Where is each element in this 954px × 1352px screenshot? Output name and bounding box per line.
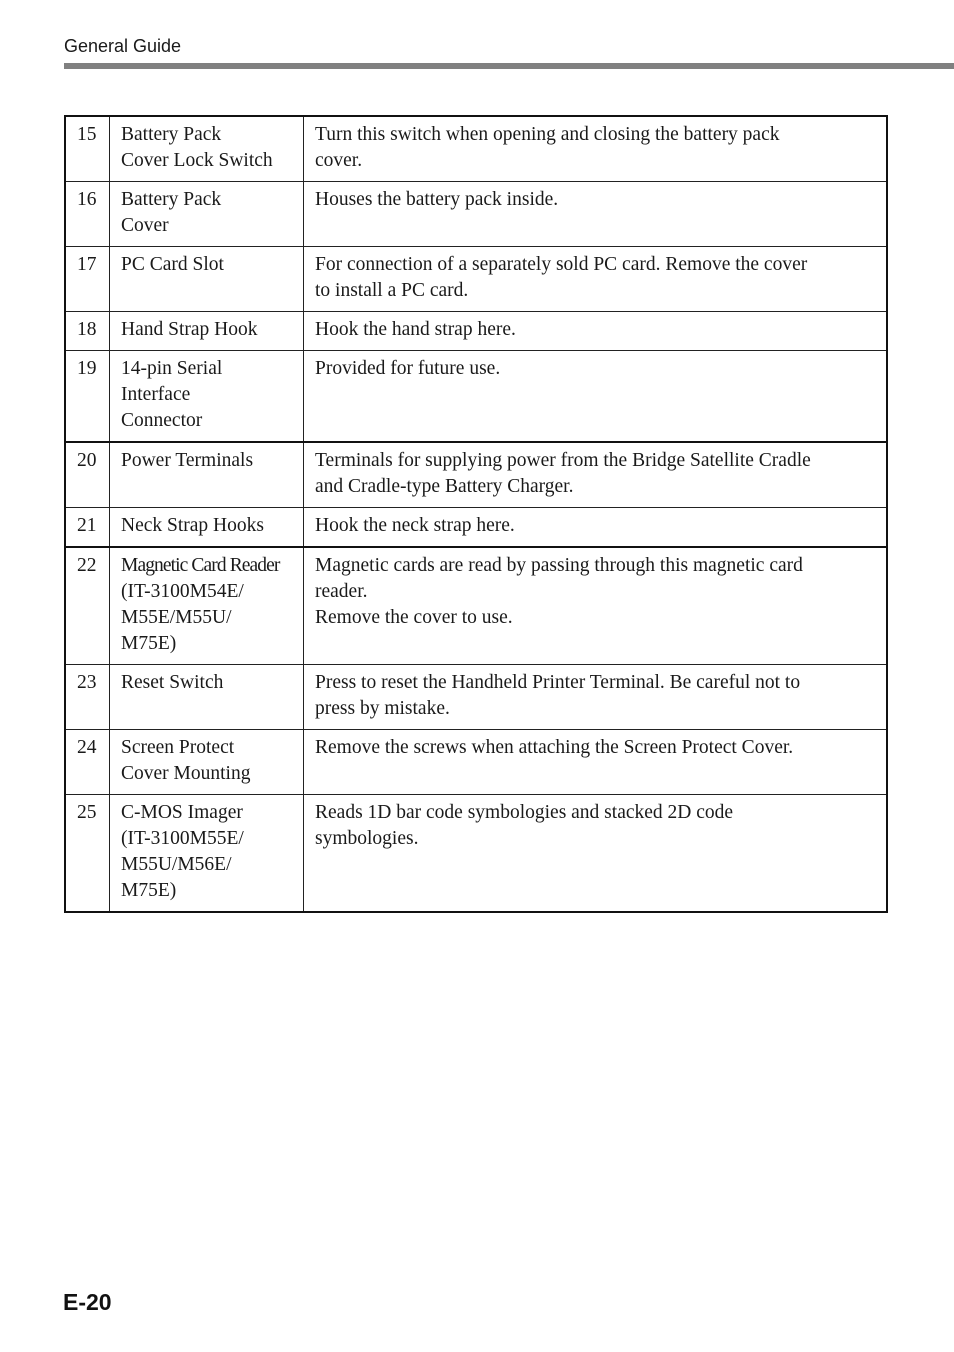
part-name: [110, 547, 304, 665]
table-row: [65, 442, 887, 508]
part-number: 18: [65, 312, 110, 351]
part-description: Magnetic cards are read by passing through this magnetic card reader. Remove the cover to use.: [304, 547, 888, 665]
part-number: 20: [65, 442, 110, 508]
part-description: Turn this switch when opening and closing the battery pack cover.: [304, 116, 888, 182]
part-name: PC Card Slot: [110, 247, 304, 312]
table-row: [65, 508, 887, 548]
part-name: 14-pin Serial Interface Connector: [110, 351, 304, 443]
part-number: 25: [65, 795, 110, 913]
table-row: [65, 795, 887, 913]
table-row: [65, 312, 887, 351]
part-description: Reads 1D bar code symbologies and stacked 2D code symbologies.: [304, 795, 888, 913]
table-row: [65, 351, 887, 443]
part-name-condensed: Magnetic Card Reader: [121, 555, 280, 576]
table-row: [65, 247, 887, 312]
header-rule: [64, 63, 954, 69]
part-description: Remove the screws when attaching the Screen Protect Cover.: [304, 730, 888, 795]
part-number: 23: [65, 665, 110, 730]
part-name: Power Terminals: [110, 442, 304, 508]
table-row: [65, 730, 887, 795]
table-row: [65, 665, 887, 730]
part-description: Hook the neck strap here.: [304, 508, 888, 548]
part-description: Terminals for supplying power from the Bridge Satellite Cradle and Cradle-type Battery Charger.: [304, 442, 888, 508]
part-number: 16: [65, 182, 110, 247]
part-description: Hook the hand strap here.: [304, 312, 888, 351]
part-number: 19: [65, 351, 110, 443]
part-number: 22: [65, 547, 110, 665]
part-name: Screen Protect Cover Mounting: [110, 730, 304, 795]
page-number: E-20: [63, 1289, 112, 1315]
part-number: 17: [65, 247, 110, 312]
parts-table: [64, 115, 888, 913]
part-number: 15: [65, 116, 110, 182]
part-name-models: (IT-3100M54E/ M55E/M55U/ M75E): [121, 581, 244, 654]
table-row: [65, 182, 887, 247]
table-row: [65, 116, 887, 182]
part-name: C-MOS Imager (IT-3100M55E/ M55U/M56E/ M75E): [110, 795, 304, 913]
part-name: Hand Strap Hook: [110, 312, 304, 351]
part-name: Battery Pack Cover Lock Switch: [110, 116, 304, 182]
part-description: Houses the battery pack inside.: [304, 182, 888, 247]
part-number: 24: [65, 730, 110, 795]
part-name: Reset Switch: [110, 665, 304, 730]
page-header-title: General Guide: [64, 36, 182, 56]
part-description: Press to reset the Handheld Printer Terminal. Be careful not to press by mistake.: [304, 665, 888, 730]
part-number: 21: [65, 508, 110, 548]
part-name: Battery Pack Cover: [110, 182, 304, 247]
part-name: Neck Strap Hooks: [110, 508, 304, 548]
table-row: [65, 547, 887, 665]
part-description: For connection of a separately sold PC card. Remove the cover to install a PC card.: [304, 247, 888, 312]
part-description: Provided for future use.: [304, 351, 888, 443]
